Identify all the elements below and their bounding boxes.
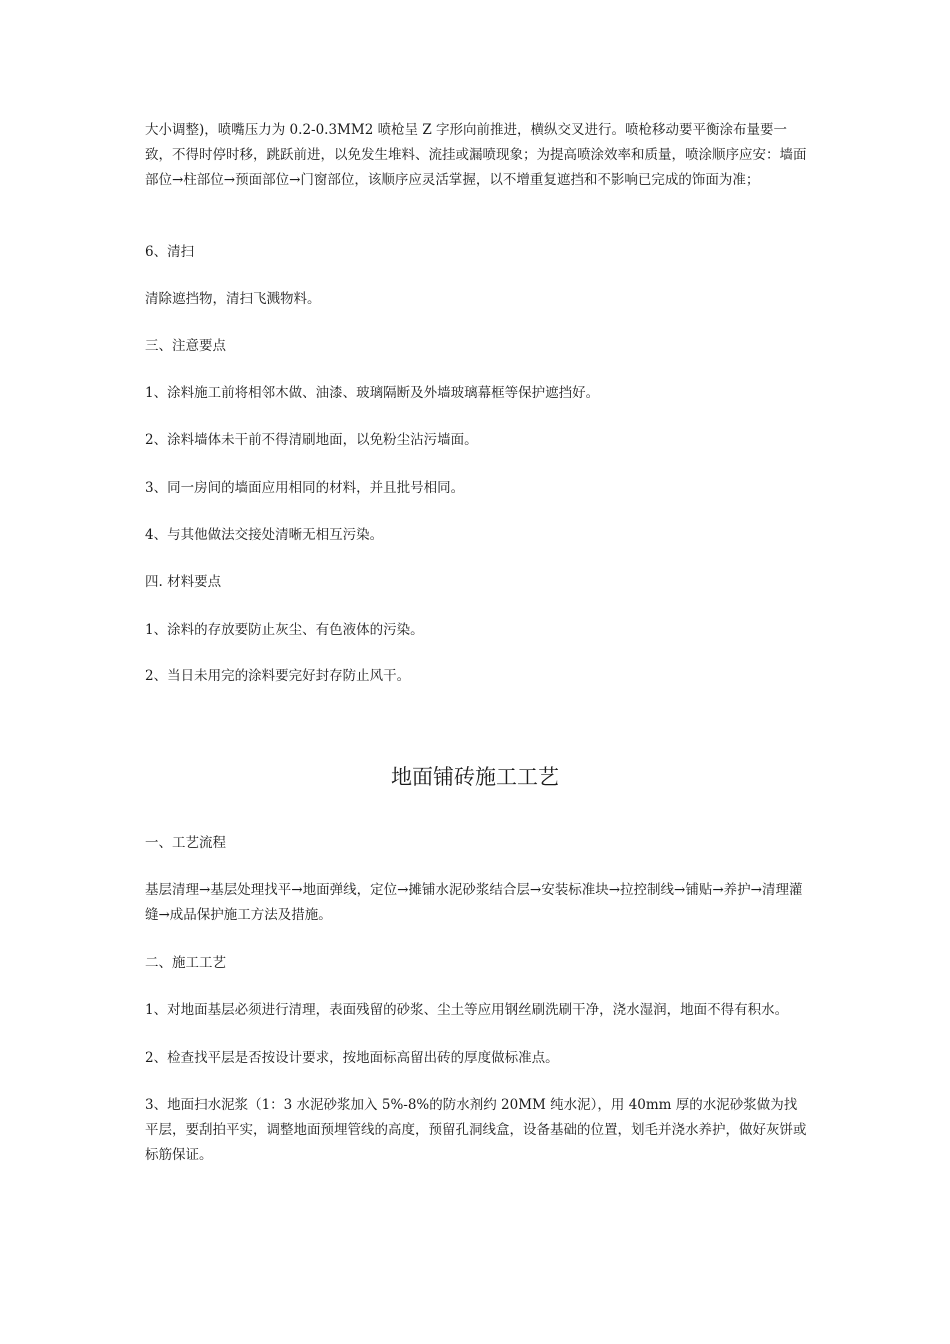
craft-item: 2、检查找平层是否按设计要求，按地面标高留出砖的厚度做标准点。 [145,1050,559,1066]
note-item: 3、同一房间的墙面应用相同的材料，并且批号相同。 [145,480,465,496]
flow-text: 基层清理→基层处理找平→地面弹线，定位→摊铺水泥砂浆结合层→安装标准块→拉控制线→铺贴→养护→清理灌缝→成品保护施工方法及措施。 [145,882,803,923]
step-6-text: 清除遮挡物，清扫飞溅物料。 [145,291,321,307]
material-item: 2、当日未用完的涂料要完好封存防止风干。 [145,668,411,684]
materials-heading: 四. 材料要点 [145,574,222,590]
note-item: 2、涂料墙体未干前不得清刷地面，以免粉尘沾污墙面。 [145,432,478,448]
step-6-heading: 6、清扫 [145,244,195,260]
craft-heading: 二、施工工艺 [145,955,226,971]
flow-heading: 一、工艺流程 [145,835,226,851]
notes-heading: 三、注意要点 [145,338,226,354]
spray-instructions-paragraph: 大小调整)，喷嘴压力为 0.2-0.3MM2 喷枪呈 Z 字形向前推进，横纵交叉进行。喷枪移动要平衡涂布量要一致，不得时停时移，跳跃前进，以免发生堆料、流挂或漏喷现象；为提高喷涂效率和质量，喷涂顺序应安：墙面部位→柱部位→预面部位→门窗部位，该顺序应灵活掌握，以不增重复遮挡和不影响已完成的饰面为准； [145,122,807,188]
material-item: 1、涂料的存放要防止灰尘、有色液体的污染。 [145,622,424,638]
section-title: 地面铺砖施工工艺 [391,765,559,789]
note-item: 1、涂料施工前将相邻木做、油漆、玻璃隔断及外墙玻璃幕框等保护遮挡好。 [145,385,600,401]
craft-item: 3、地面扫水泥浆（1：3 水泥砂浆加入 5%-8%的防水剂约 20MM 纯水泥），用 40mm 厚的水泥砂浆做为找平层，要刮拍平实，调整地面预埋管线的高度，预留孔洞线盒，设备基础的位置，划毛并浇水养护，做好灰饼或标筋保证。 [145,1097,807,1163]
craft-item: 1、对地面基层必须进行清理，表面残留的砂浆、尘土等应用钢丝刷洗刷干净，浇水湿润，地面不得有积水。 [145,1002,789,1018]
note-item: 4、与其他做法交接处清晰无相互污染。 [145,527,384,543]
